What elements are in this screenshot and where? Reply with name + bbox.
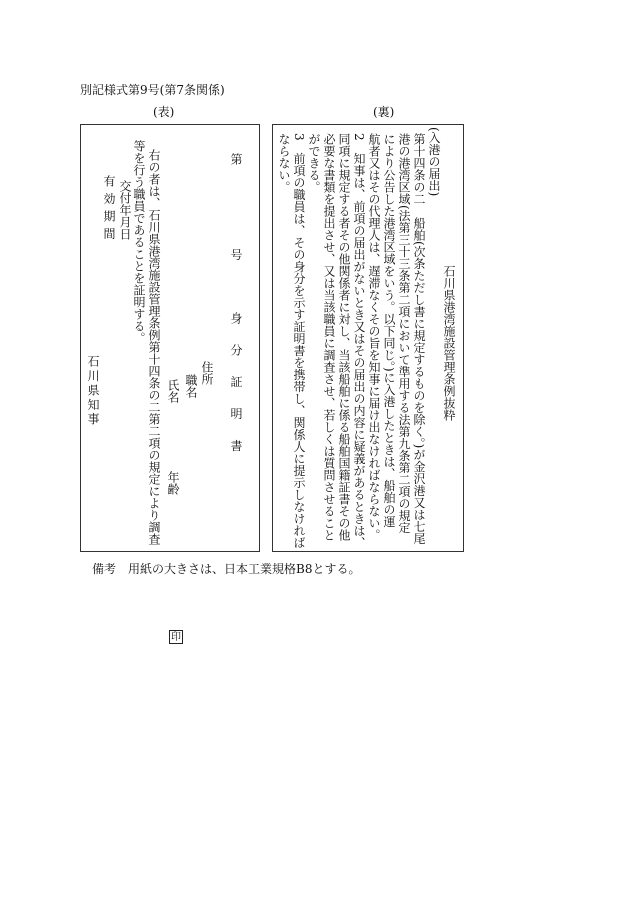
issuer-name: 石川県知事 <box>86 355 100 427</box>
age-label: 年齢 <box>166 471 180 495</box>
certificate-body-line-1: 右の者は、石川県港湾施設管理条例第十四条の二第二項の規定により調査 <box>147 149 161 545</box>
remarks-note: 備考 用紙の大きさは、日本工業規格B8とする。 <box>92 562 361 576</box>
certificate-title: 第 号 身分証明書 <box>229 153 243 471</box>
ordinance-line-1: 第十四条の二 船舶(次条ただし書に規定するものを除く。)が金沢港又は七尾 <box>412 133 426 545</box>
ordinance-line-10: ならない。 <box>277 133 291 193</box>
valid-period-label: 有効期間 <box>102 175 116 245</box>
form-number-title: 別記様式第9号(第7条関係) <box>80 83 225 97</box>
ordinance-line-8: ができる。 <box>307 133 321 193</box>
certificate-body-line-2: 等を行う職員であることを証明する。 <box>132 140 146 344</box>
back-side-label: (裏) <box>373 105 395 119</box>
ordinance-line-4: 航者又はその代理人は、遅滞なくその旨を知事に届け出なければならない。 <box>367 133 381 541</box>
article-caption: (入港の届出) <box>427 127 441 197</box>
ordinance-line-6: 同項に規定する者その他関係者に対し、当該船舶に係る船舶国籍証書その他 <box>337 133 351 541</box>
post-label: 職名 <box>184 374 198 398</box>
ordinance-line-5: 2 知事は、前項の届出がないとき又はその届出の内容に疑義があるときは、 <box>352 133 366 549</box>
ordinance-line-7: 必要な書類を提出させ、又は当該職員に調査させ、若しくは質問させること <box>322 133 336 541</box>
ordinance-line-3: により公告した港湾区域をいう。以下同じ。)に入港したときは、船舶の運 <box>382 133 396 528</box>
name-label: 氏名 <box>166 379 180 403</box>
front-side-label: (表) <box>153 105 175 119</box>
back-panel <box>272 124 464 552</box>
address-label: 住所 <box>200 361 214 385</box>
ordinance-heading: 石川県港湾施設管理条例抜粋 <box>442 265 456 421</box>
ordinance-line-9: 3 前項の職員は、その身分を示す証明書を携帯し、関係人に提示しなければ <box>292 133 306 549</box>
official-seal-mark: 印 <box>171 632 181 643</box>
ordinance-line-2: 港の港湾区域(法第三十三条第二項において準用する法第九条第二項の規定 <box>397 133 411 534</box>
issue-date-label: 交付年月日 <box>118 180 132 240</box>
